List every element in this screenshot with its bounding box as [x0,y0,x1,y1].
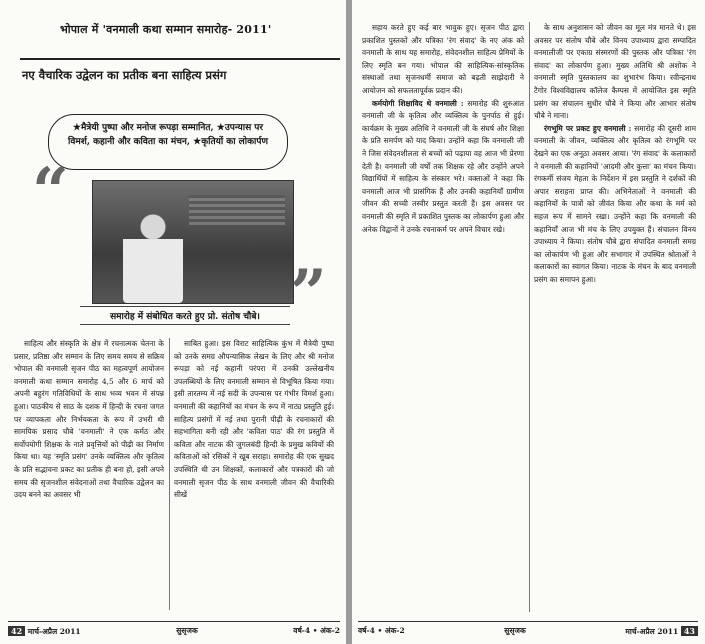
issue-date: मार्च-अप्रैल 2011 [27,626,81,636]
quote-mark-icon: “ [32,154,69,229]
photo-banner [189,195,285,225]
right-page-footer [358,624,698,638]
left-page-column-1 [14,338,164,610]
issue-date: मार्च-अप्रैल 2011 [625,626,679,636]
quote-mark-close-icon: ” [290,256,327,331]
paragraph: साबित हुआ। इस विराट साहित्यिक कुंभ में मैत्रेयी पुष्पा को उनके समग्र औपन्यासिक लेखन के लिए और श्री मनोज रूपड़ा को नई कहानी परंपरा में उनकी उल्लेखनीय उपलब्धियों के लिए वनमाली सम्मान से विभूषित किया गया। इसी तारतम्य में नई सदी के उपन्यास पर गंभीर विमर्श हुआ। वनमाली की कहानियों का मंचन के रूप में नाट्य प्रस्तुति हुई। साहित्य प्रसंगों में नई तथा पुरानी पीढ़ी के रचनाकारों की सहभागिता बनी रही और 'कविता पाठ' की रंग प्रस्तुति में कविता और नाटक की जुगलबंदी हिन्दी के प्रमुख कवियों की कविताओं को रसिकों ने खूब सराहा। समारोह की एक सुखद उपस्थिति थी उन शिक्षकों, कलाकारों और पत्रकारों की जो वनमाली सृजन पीठ के साथ वनमाली जीवन की वैचारिकी सीखें [174,339,334,500]
paragraph: सहाय करते हुए कई बार भावुक हुए। सृजन पीठ द्वारा प्रकाशित पुस्तकों और पत्रिका 'रंग संवाद' के नए अंक को वनमाली के साथ यह समारोह, संवेदनशील साहित्य प्रेमियों के लिए स्मृति बन गया। भोपाल की साहित्यिक-सांस्कृतिक संस्थाओं तथा सृजनधर्मी समाज को बढ़ती साझेदारी ने आयोजन को सफलतापूर्वक प्रदान की। [362,23,524,95]
title-divider [20,58,340,60]
article-title: भोपाल में 'वनमाली कथा सम्मान समारोह- 2011' [60,23,272,36]
right-page-column-1 [362,22,524,612]
issue-volume: वर्ष-4 • अंक-2 [358,626,405,635]
right-page [352,0,705,644]
section-heading: कर्मयोगी शिक्षाविद थे वनमाली : [372,98,464,108]
speaker-figure [123,211,183,303]
paragraph: समारोह की दूसरी शाम वनमाली के जीवन, व्यक्तित्व और कृतित्व को रंगभूमि पर देखने का एक अनूठा अवसर आया। 'रंग संवाद' के कलाकारों ने वनमाली की कहानियों 'आदमी और कुत्ता' का मंचन किया। रंगकर्मी संजय मेहता के निर्देशन में इस प्रस्तुति ने दर्शकों की अपार सराहना प्राप्त की। अभिनेताओं ने वनमाली की कहानियों के पात्रों को जीवंत किया और कथा के मर्म को सहज रूप में सामने रखा। उन्होंने कहा कि वनमाली की कहानियाँ आज भी मंच के लिए उपयुक्त हैं। संचालन विनय उपाध्याय ने किया। संतोष चौबे द्वारा संपादित वनमाली समग्र का लोकार्पण भी हुआ और सभागार में उपस्थित श्रोताओं ने कलाकारों का स्वागत किया। नाटक के मंचन के बाद वनमाली प्रसंग का समापन हुआ। [534,123,696,284]
page-number: 42 [8,626,25,636]
column-divider [529,22,530,612]
issue-volume: वर्ष-4 • अंक-2 [293,626,340,635]
left-page-footer [8,624,340,638]
left-page [0,0,346,644]
article-subtitle: नए वैचारिक उद्वेलन का प्रतीक बना साहित्य प्रसंग [22,68,227,82]
footer-rule [358,621,698,622]
left-page-column-2 [174,338,334,610]
paragraph: के साथ अनुशासन को जीवन का मूल मंत्र मानते थे। इस अवसर पर संतोष चौबे और विनय उपाध्याय द्वारा सम्पादित वनमालीजी पर एकाग्र संस्मरणों की पुस्तक और पत्रिका 'रंग संवाद' का लोकार्पण हुआ। मुख्य अतिथि श्री अशोक ने वनमाली स्मृति पुस्तकालय का शुभारंभ किया। रवीन्द्रनाथ टैगोर विश्वविद्यालय कॉलेज कैम्पस में आयोजित इस स्मृति प्रसंग का संचालन सुधीर चौबे ने किया और आभार संतोष चौबे ने माना। [534,23,696,121]
right-page-column-2 [534,22,696,612]
column-divider [169,338,170,610]
magazine-name: सुसृजक [504,626,526,635]
photo-caption: समारोह में संबोधित करते हुए प्रो. संतोष चौबे। [80,306,290,325]
magazine-name: सुसृजक [176,626,198,635]
highlights-box: ★मैत्रेयी पुष्पा और मनोज रूपड़ा सम्मानित, ★उपन्यास पर विमर्श, कहानी और कविता का मंचन, ★कृतियों का लोकार्पण [48,114,288,170]
section-heading: रंगभूमि पर प्रकट हुए वनमाली : [544,123,632,133]
page-number: 43 [681,626,698,636]
paragraph: साहित्य और संस्कृति के क्षेत्र में रचनात्मक चेतना के प्रसार, प्रतिष्ठा और सम्मान के लिए समय समय से सक्रिय भोपाल की वनमाली सृजन पीठ का महत्वपूर्ण आयोजन वनमाली कथा सम्मान समारोह 4,5 और 6 मार्च को अपनी बहुरंग गतिविधियों के साथ भव्य भवन में संपन्न हुआ। पाठकीय से साठ के दशक में हिन्दी के रचना जगत पर व्यापकता और निर्भयकता के रूप में उभरी थी सामयिक प्रसाद चौबे 'वनमाली' ने एक कर्मठ और सर्वोपयोगी शिक्षक के नाते प्रवृत्तियों को पीढ़ी का निर्माण किया था। यह 'स्मृति प्रसंग' उनके व्यक्तित्व और कृतित्व के प्रति सद्भावना प्रकट का प्रतीक ही बना हो, इसी अपने समय की सृजनशील संवेदनाओं तथा वैचारिक उद्वेलन का उदय बनने का अवसर भी [14,339,164,500]
event-photo [92,180,294,304]
paragraph: समारोह की शुरुआत वनमाली जी के कृतित्व और व्यक्तित्व के पुनर्पाठ से हुई। कार्यक्रम के मुख्य अतिथि ने वनमाली जी के संघर्ष और शिक्षा के प्रति समर्पण को याद किया। उन्होंने कहा कि वनमाली जी ने जिस संवेदनशीलता से बच्चों को पढ़ाया वह आज भी प्रेरणा देती है। वनमाली जी वर्षों तक शिक्षक रहे और उन्होंने अपने विद्यार्थियों में साहित्य के संस्कार भरे। वक्ताओं ने कहा कि वनमाली आज भी प्रासंगिक हैं और उनकी कहानियाँ ग्रामीण जीवन की सच्ची तस्वीर प्रस्तुत करती हैं। इस अवसर पर वनमाली की स्मृति में प्रकाशित पुस्तक का लोकार्पण हुआ और अनेक विद्वानों ने उनके रचनाकर्म पर अपने विचार रखे। [362,98,524,234]
footer-rule [8,621,340,622]
